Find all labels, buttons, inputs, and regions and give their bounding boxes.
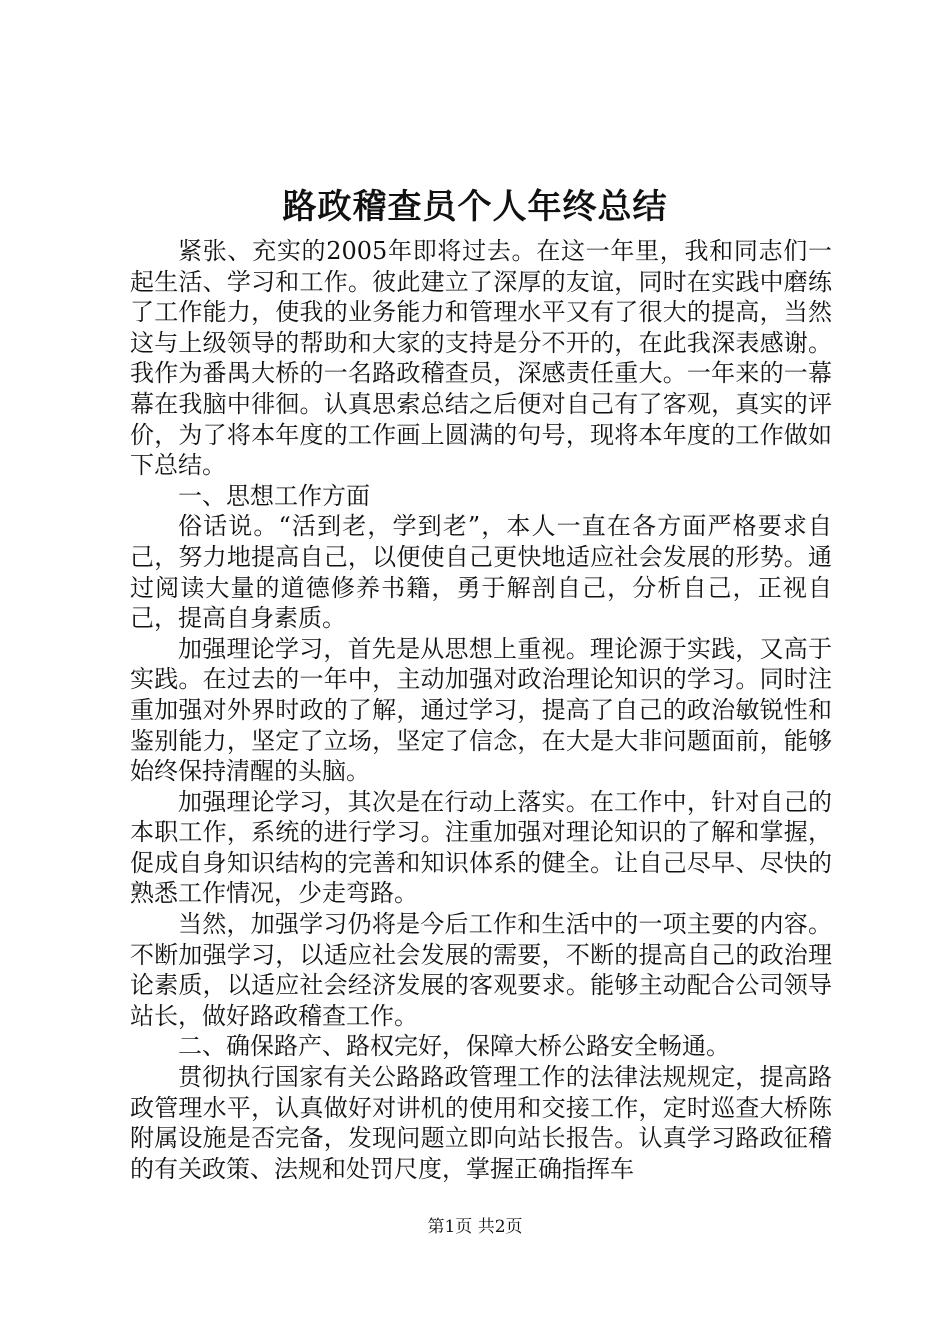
section-heading-1: 一、思想工作方面 (178, 481, 370, 510)
paragraph-intro: 紧张、充实的2005年即将过去。在这一年里，我和同志们一起生活、学习和工作。彼此建立了深厚的友谊，同时在实践中磨练了工作能力，使我的业务能力和管理水平又有了很大的提高，当然这与上级领导的帮助和大家的支持是分不开的，在此我深表感谢。我作为番禺大桥的一名路政稽查员，深感责任重大。一年来的一幕幕在我脑中徘徊。认真思索总结之后便对自己有了客观，真实的评价，为了将本年度的工作画上圆满的句号，现将本年度的工作做如下总结。 (130, 237, 832, 480)
document-title: 路政稽查员个人年终总结 (282, 187, 668, 227)
document-body (130, 236, 832, 1184)
section-heading-2: 二、确保路产、路权完好，保障大桥公路安全畅通。 (178, 1032, 730, 1061)
paragraph: 加强理论学习，其次是在行动上落实。在工作中，针对自己的本职工作，系统的进行学习。注重加强对理论知识的了解和掌握，促成自身知识结构的完善和知识体系的健全。让自己尽早、尽快的熟悉工作情况，少走弯路。 (130, 787, 832, 908)
paragraph: 俗话说。“活到老，学到老”，本人一直在各方面严格要求自己，努力地提高自己，以便使自己更快地适应社会发展的形势。通过阅读大量的道德修养书籍，勇于解剖自己，分析自己，正视自己，提高自身素质。 (130, 512, 832, 633)
page-footer: 第1页 共2页 (427, 1217, 523, 1237)
paragraph: 贯彻执行国家有关公路路政管理工作的法律法规规定，提高路政管理水平，认真做好对讲机的使用和交接工作，定时巡查大桥陈附属设施是否完备，发现问题立即向站长报告。认真学习路政征稽的有关政策、法规和处罚尺度，掌握正确指挥车 (130, 1063, 832, 1183)
paragraph: 当然，加强学习仍将是今后工作和生活中的一项主要的内容。不断加强学习，以适应社会发展的需要，不断的提高自己的政治理论素质，以适应社会经济发展的客观要求。能够主动配合公司领导站长，做好路政稽查工作。 (130, 910, 832, 1030)
paragraph: 加强理论学习，首先是从思想上重视。理论源于实践，又高于实践。在过去的一年中，主动加强对政治理论知识的学习。同时注重加强对外界时政的了解，通过学习，提高了自己的政治敏锐性和鉴别能力，坚定了立场，坚定了信念，在大是大非问题面前，能够始终保持清醒的头脑。 (130, 634, 832, 786)
